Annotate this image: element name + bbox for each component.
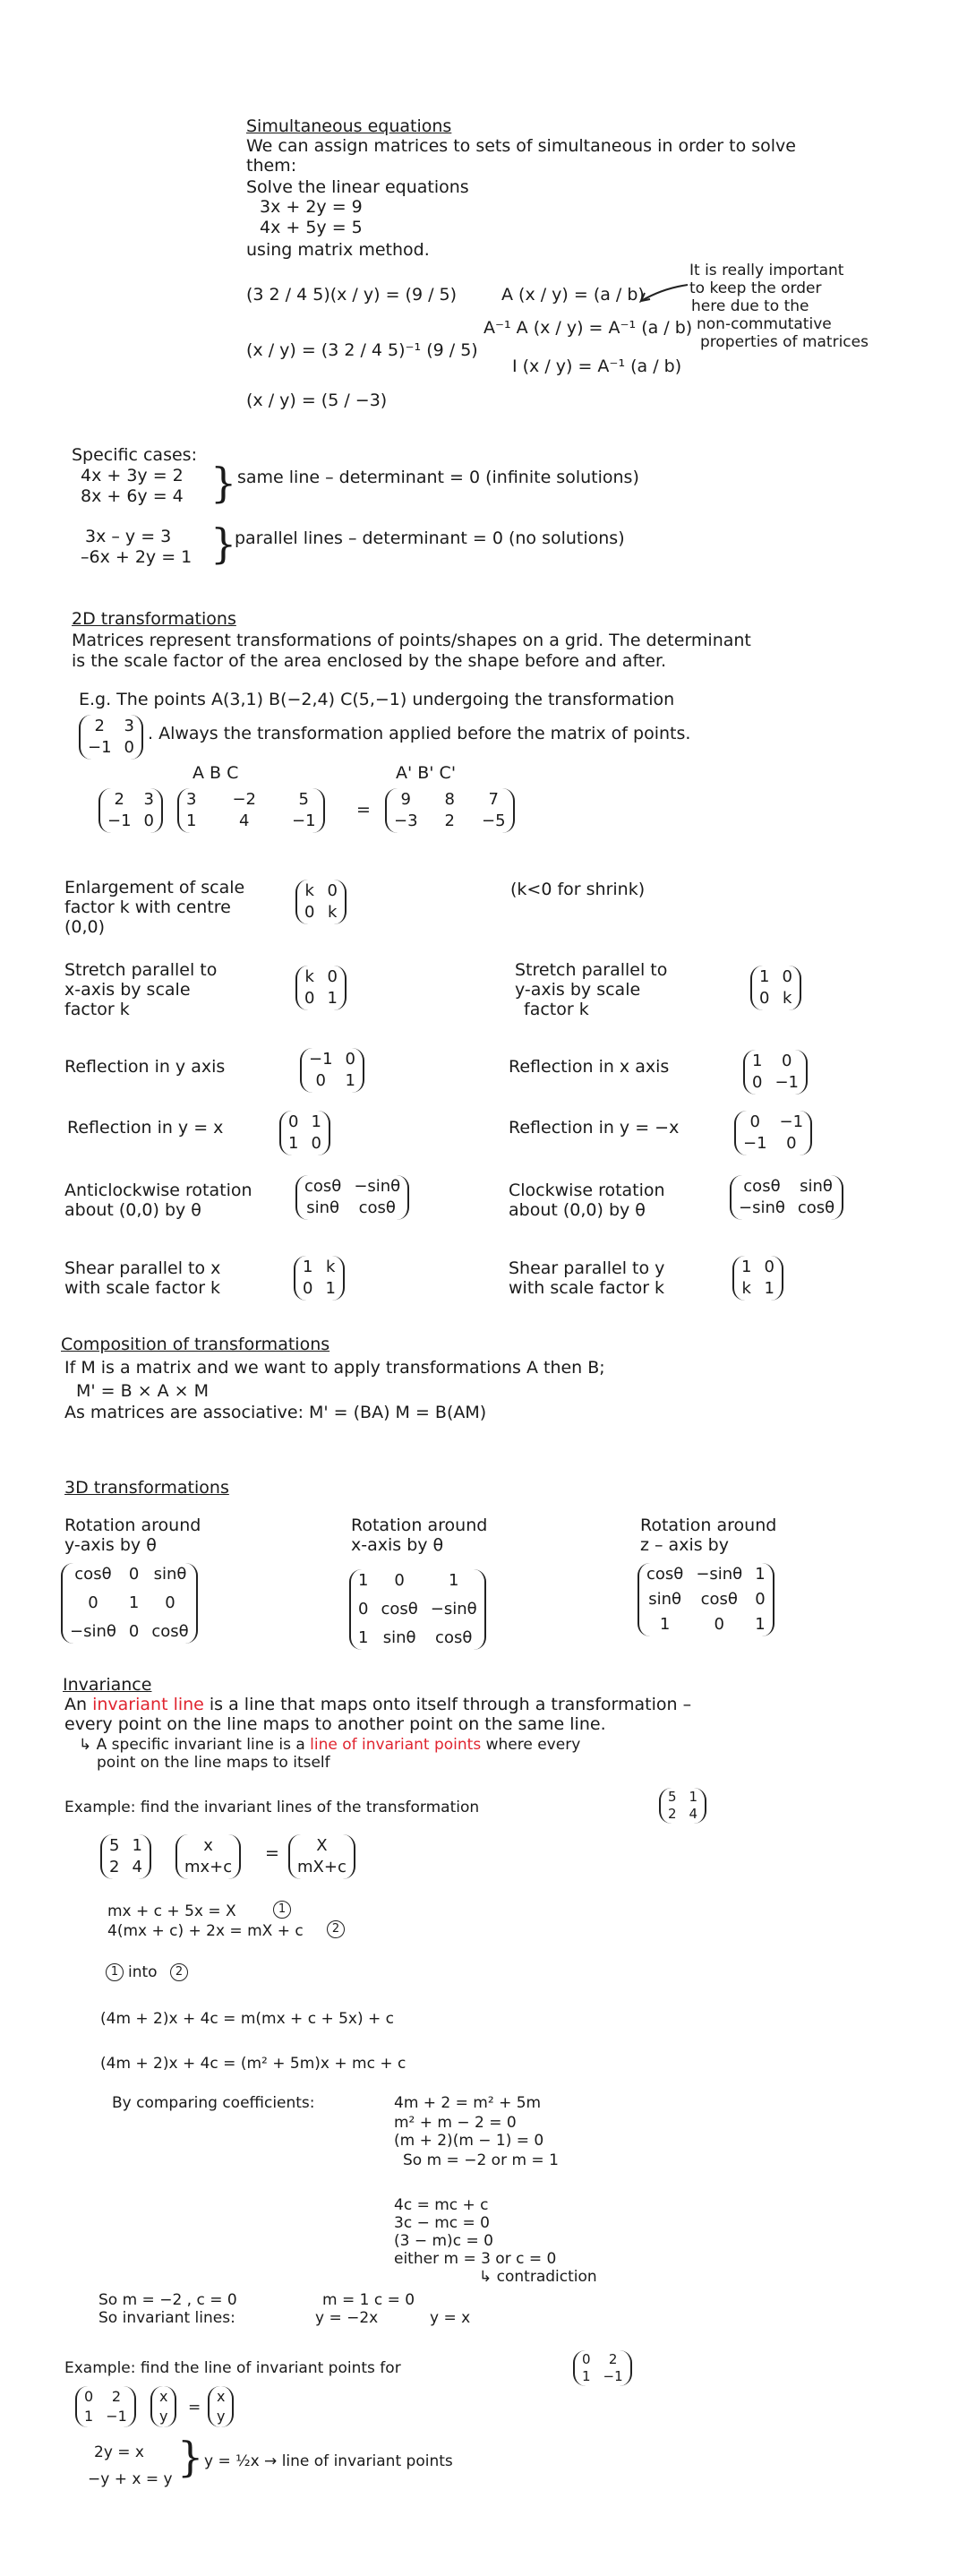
reflect-yx-label: Reflection in y = x <box>67 1118 224 1138</box>
t2d-para2: is the scale factor of the area enclosed by the shape before and after. <box>72 651 667 671</box>
matrix-enlargement: k 0 0 k <box>295 880 347 924</box>
simul-intro-line2: them: <box>246 156 297 176</box>
inv-line2: every point on the line maps to another point on the same line. <box>64 1714 606 1734</box>
matrix-reflect-ynx: 0 −1 −1 0 <box>734 1111 812 1155</box>
comp-line3: As matrices are associative: M' = (BA) M = B(AM) <box>64 1403 487 1422</box>
inv-line4: point on the line maps to itself <box>97 1754 330 1772</box>
section-heading-composition: Composition of transformations <box>61 1335 330 1354</box>
case-a-eq2: 8x + 6y = 4 <box>81 486 184 506</box>
matrix-clockwise: cosθ sinθ −sinθ cosθ <box>730 1175 843 1220</box>
enlarge-line3: (0,0) <box>64 917 106 937</box>
reflect-x-label: Reflection in x axis <box>509 1057 670 1077</box>
matrix-rotation-x: 1 0 1 0 cosθ −sinθ 1 sinθ cosθ <box>349 1569 486 1650</box>
matrix-2d-left: 2 3 −1 0 <box>98 788 163 833</box>
vector-x-mxc: x mx+c <box>175 1834 241 1879</box>
reflect-y-label: Reflection in y axis <box>64 1057 226 1077</box>
const-line3: (3 − m)c = 0 <box>394 2232 493 2250</box>
into-text: into <box>128 1963 158 1981</box>
comp-line2: M' = B × A × M <box>76 1381 210 1401</box>
matrix-example1: 5 1 2 4 <box>659 1788 706 1824</box>
circle-label-2: 2 <box>327 1920 345 1938</box>
matrix-reflect-y: −1 0 0 1 <box>300 1048 364 1093</box>
shear-y-line1: Shear parallel to y <box>509 1258 665 1278</box>
rot-z-line1: Rotation around <box>640 1516 777 1535</box>
case-a-eq1: 4x + 3y = 2 <box>81 466 184 485</box>
simul-solve-text: Solve the linear equations <box>246 177 469 197</box>
section-heading-2d: 2D transformations <box>72 609 236 629</box>
matrix-example2: 0 2 1 −1 <box>573 2350 632 2386</box>
enlarge-line2: factor k with centre <box>64 897 231 917</box>
matrix-example1-left: 5 1 2 4 <box>100 1834 151 1879</box>
case-a-note: same line – determinant = 0 (infinite solutions) <box>237 468 639 487</box>
anticlockwise-line2: about (0,0) by θ <box>64 1200 201 1220</box>
reflect-ynx-label: Reflection in y = −x <box>509 1118 680 1138</box>
inv-eq1: mx + c + 5x = X <box>107 1902 236 1920</box>
simul-intro-line1: We can assign matrices to sets of simultaneous in order to solve <box>246 136 796 156</box>
stretch-x-line2: x-axis by scale <box>64 980 191 1000</box>
comp-line1: If M is a matrix and we want to apply transformations A then B; <box>64 1358 605 1378</box>
note-line5: properties of matrices <box>700 333 869 351</box>
inv-example2-title: Example: find the line of invariant points for <box>64 2359 401 2377</box>
matrix-rotation-z: cosθ −sinθ 1 sinθ cosθ 0 1 0 1 <box>638 1563 774 1636</box>
const-line1: 4c = mc + c <box>394 2196 489 2214</box>
rot-y-line1: Rotation around <box>64 1516 201 1535</box>
rot-x-line2: x-axis by θ <box>351 1535 444 1555</box>
vector-xy-result: x y <box>208 2386 234 2427</box>
compare-coeff-text: By comparing coefficients: <box>112 2094 315 2112</box>
equals-sign-2: = <box>188 2399 201 2417</box>
shear-x-line1: Shear parallel to x <box>64 1258 221 1278</box>
simul-rule1: A (x / y) = (a / b) <box>501 285 645 305</box>
simul-using-text: using matrix method. <box>246 240 430 260</box>
note-line3: here due to the <box>691 297 809 315</box>
simul-eq1: 3x + 2y = 9 <box>260 197 363 217</box>
rot-y-line2: y-axis by θ <box>64 1535 157 1555</box>
t2d-example: E.g. The points A(3,1) B(−2,4) C(5,−1) undergoing the transformation <box>79 690 675 709</box>
matrix-stretch-x: k 0 0 1 <box>295 966 347 1010</box>
matrix-2d-transform: 2 3 −1 0 <box>79 715 143 760</box>
clockwise-line1: Clockwise rotation <box>509 1181 665 1200</box>
so-line1: So m = −2 , c = 0 <box>98 2291 237 2309</box>
ex2-eq2: −y + x = y <box>88 2470 173 2488</box>
inv-sub1: (4m + 2)x + 4c = m(mx + c + 5x) + c <box>100 2010 395 2028</box>
shear-y-line2: with scale factor k <box>509 1278 665 1298</box>
stretch-y-line2: y-axis by scale <box>515 980 641 1000</box>
case-b-note: parallel lines – determinant = 0 (no solutions) <box>235 528 625 548</box>
matrix-points: 3 −2 5 1 4 −1 <box>177 788 325 833</box>
so-line2: So invariant lines: <box>98 2309 235 2327</box>
simul-matrix-eq2: (x / y) = (3 2 / 4 5)⁻¹ (9 / 5) <box>246 340 478 360</box>
quad-line4: So m = −2 or m = 1 <box>403 2151 559 2169</box>
vector-X-mXc: X mX+c <box>288 1834 355 1879</box>
stretch-x-line3: factor k <box>64 1000 130 1019</box>
stretch-y-line3: factor k <box>524 1000 589 1019</box>
cases-title: Specific cases: <box>72 445 197 465</box>
note-line4: non-commutative <box>697 315 832 333</box>
contradiction-note: ↳ contradiction <box>479 2268 597 2286</box>
section-heading-3d: 3D transformations <box>64 1478 229 1498</box>
so-line1b: m = 1 c = 0 <box>322 2291 415 2309</box>
case-b-eq1: 3x – y = 3 <box>85 527 172 546</box>
quad-line1: 4m + 2 = m² + 5m <box>394 2094 542 2112</box>
note-line1: It is really important <box>689 262 844 279</box>
simul-eq2: 4x + 5y = 5 <box>260 218 363 237</box>
matrix-example2-left: 0 2 1 −1 <box>75 2386 136 2427</box>
anticlockwise-line1: Anticlockwise rotation <box>64 1181 252 1200</box>
inv-eq2: 4(mx + c) + 2x = mX + c <box>107 1922 304 1940</box>
simul-rule2: A⁻¹ A (x / y) = A⁻¹ (a / b) <box>484 318 693 338</box>
matrix-shear-x: 1 k 0 1 <box>294 1256 345 1301</box>
term-line-of-invariant-points: line of invariant points <box>310 1736 482 1754</box>
inv-line3: ↳ A specific invariant line is a line of invariant points where every <box>79 1736 581 1754</box>
matrix-stretch-y: 1 0 0 k <box>750 966 801 1010</box>
section-heading-simultaneous: Simultaneous equations <box>246 116 452 136</box>
shrink-note: (k<0 for shrink) <box>510 880 646 899</box>
circle-ref-1: 1 <box>106 1963 124 1981</box>
const-line4: either m = 3 or c = 0 <box>394 2250 557 2268</box>
section-heading-invariance: Invariance <box>63 1675 152 1695</box>
note-line2: to keep the order <box>689 279 822 297</box>
circle-label-1: 1 <box>273 1901 291 1919</box>
t2d-always-note: . Always the transformation applied before the matrix of points. <box>148 724 691 743</box>
equals-sign: = <box>265 1843 279 1863</box>
matrix-shear-y: 1 0 k 1 <box>732 1256 783 1301</box>
quad-line3: (m + 2)(m − 1) = 0 <box>394 2132 544 2150</box>
simul-rule3: I (x / y) = A⁻¹ (a / b) <box>512 356 682 376</box>
quad-line2: m² + m − 2 = 0 <box>394 2114 517 2132</box>
circle-ref-2: 2 <box>170 1963 188 1981</box>
clockwise-line2: about (0,0) by θ <box>509 1200 646 1220</box>
inv-sub2: (4m + 2)x + 4c = (m² + 5m)x + mc + c <box>100 2055 406 2073</box>
shear-x-line2: with scale factor k <box>64 1278 221 1298</box>
case-a-brace: } <box>210 459 237 507</box>
enlarge-line1: Enlargement of scale <box>64 878 245 897</box>
ex2-eq1: 2y = x <box>94 2443 144 2461</box>
stretch-x-line1: Stretch parallel to <box>64 960 218 980</box>
simul-matrix-eq1: (3 2 / 4 5)(x / y) = (9 / 5) <box>246 285 458 305</box>
ex2-brace: } <box>177 2433 204 2481</box>
case-b-eq2: –6x + 2y = 1 <box>81 547 193 567</box>
term-invariant-line: invariant line <box>92 1695 204 1714</box>
simul-matrix-result: (x / y) = (5 / −3) <box>246 391 388 410</box>
case-b-brace: } <box>210 519 237 568</box>
invariant-line-a: y = −2x <box>315 2309 379 2327</box>
matrix-reflect-x: 1 0 0 −1 <box>743 1050 808 1095</box>
t2d-image-labels: A' B' C' <box>396 763 457 783</box>
inv-line1: An invariant line is a line that maps onto itself through a transformation – <box>64 1695 692 1714</box>
rot-z-line2: z – axis by <box>640 1535 729 1555</box>
t2d-para1: Matrices represent transformations of points/shapes on a grid. The determinant <box>72 631 751 650</box>
const-line2: 3c − mc = 0 <box>394 2214 490 2232</box>
invariant-line-b: y = x <box>430 2309 471 2327</box>
inv-example1-title: Example: find the invariant lines of the transformation <box>64 1799 480 1816</box>
rot-x-line1: Rotation around <box>351 1516 488 1535</box>
ex2-result: y = ½x → line of invariant points <box>204 2452 453 2470</box>
t2d-point-labels: A B C <box>193 763 239 783</box>
t2d-equals: = <box>356 800 371 820</box>
vector-xy: x y <box>150 2386 176 2427</box>
matrix-rotation-y: cosθ 0 sinθ 0 1 0 −sinθ 0 cosθ <box>61 1563 198 1644</box>
matrix-image-points: 9 8 7 −3 2 −5 <box>385 788 515 833</box>
matrix-reflect-yx: 0 1 1 0 <box>279 1111 330 1155</box>
stretch-y-line1: Stretch parallel to <box>515 960 668 980</box>
matrix-anticlockwise: cosθ −sinθ sinθ cosθ <box>295 1175 409 1220</box>
